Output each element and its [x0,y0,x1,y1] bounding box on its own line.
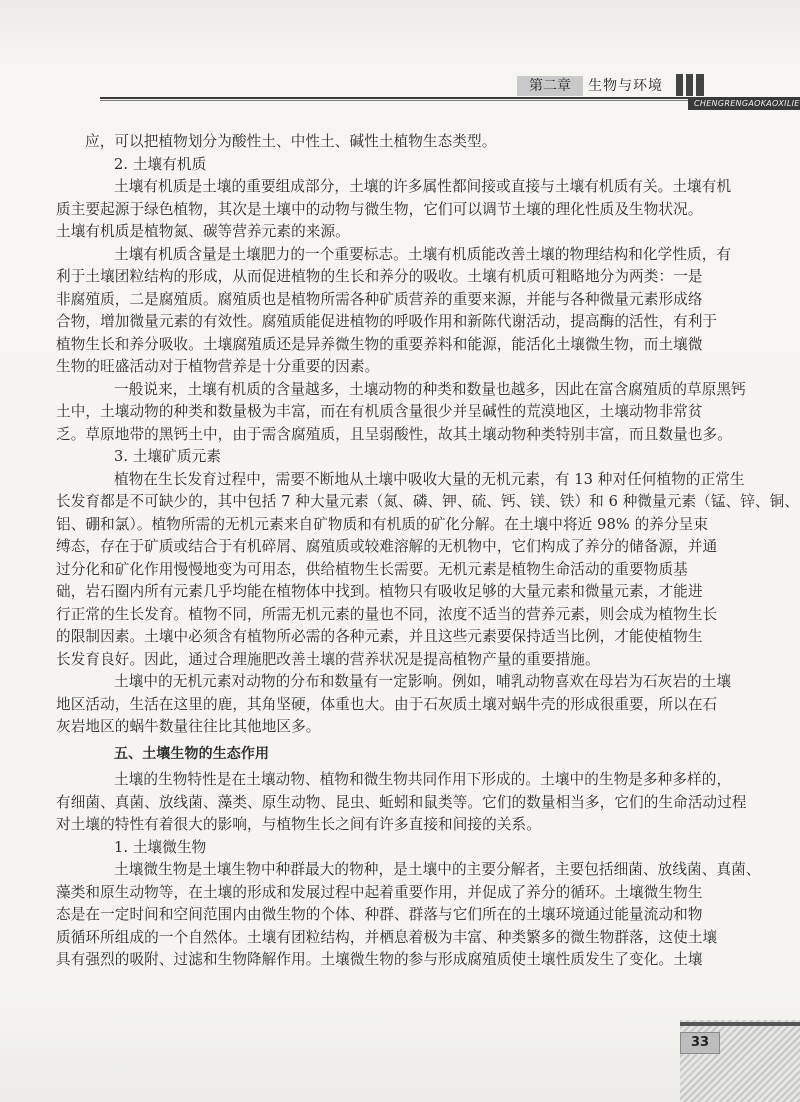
paragraph [56,379,746,447]
paragraph [56,469,800,672]
header-rule [100,97,688,99]
text-line: 3. 土壤矿质元素 [114,448,222,465]
text-line: 土壤有机质含量是土壤肥力的一个重要标志。土壤有机质能改善土壤的物理结构和化学性质，有 [114,245,732,263]
text-line: 生物的旺盛活动对于植物营养是十分重要的因素。 [56,358,380,375]
header-rule-thin [100,100,688,101]
text-line: 土中，土壤动物的种类和数量极为丰富，而在有机质含量很少并呈碱性的荒漠地区，土壤动物非常贫 [56,403,703,420]
text-line: 地区活动，生活在这里的鹿，其角坚硬，体重也大。由于石灰质土壤对蜗牛壳的形成很重要，所以在石 [56,695,718,713]
series-tag: CHENGRENGAOKAOXILIE [688,97,800,110]
text-line: 质循环所组成的一个自然体。土壤有团粒结构，并栖息着极为丰富、种类繁多的微生物群落，这使土壤 [56,928,718,946]
text-line: 土壤的生物特性是在土壤动物、植物和微生物共同作用下形成的。土壤中的生物是多种多样的， [114,771,732,788]
text-line: 础，岩石圈内所有元素几乎均能在植物体中找到。植物只有吸收足够的大量元素和微量元素，才能进 [56,583,703,600]
page-number: 33 [680,1032,720,1054]
paragraph [56,859,761,972]
text-line: 行正常的生长发育。植物不同，所需无机元素的量也不同，浓度不适当的营养元素，则会成为植物生长 [56,605,718,623]
text-line: 缚态，存在于矿质或结合于有机碎屑、腐殖质或较难溶解的无机物中，它们构成了养分的储备源，并通 [56,538,718,555]
text-line: 藻类和原生动物等，在土壤的形成和发展过程中起着重要作用，并促成了养分的循环。土壤微生物生 [56,883,703,901]
paragraph [56,769,747,837]
text-line: 土壤中的无机元素对动物的分布和数量有一定影响。例如，哺乳动物喜欢在母岩为石灰岩的土壤 [114,673,732,690]
section-heading [85,743,713,766]
text-line: 长发育都是不可缺少的，其中包括 7 种大量元素（氮、磷、钾、硫、钙、镁、铁）和 6 种微量元素（锰、锌、铜、 [56,493,800,510]
text-line: 具有强烈的吸附、过滤和生物降解作用。土壤微生物的参与形成腐殖质使土壤性质发生了变化。土壤 [56,951,703,968]
text-line: 应，可以把植物划分为酸性土、中性土、碱性土植物生态类型。 [85,133,497,150]
text-line: 乏。草原地带的黑钙土中，由于需含腐殖质，且呈弱酸性，故其土壤动物种类特别丰富，而且数量也多。 [56,425,732,443]
text-line: 的限制因素。土壤中必须含有植物所必需的各种元素，并且这些元素要保持适当比例，才能使植物生 [56,628,703,645]
chapter-title: 生物与环境 [588,78,663,94]
text-line: 利于土壤团粒结构的形成，从而促进植物的生长和养分的吸收。土壤有机质可粗略地分为两类：一是 [56,268,703,285]
text-line: 对土壤的特性有着很大的影响，与植物生长之间有许多直接和间接的关系。 [56,816,541,833]
section-subheading [85,446,713,469]
text-line: 灰岩地区的蜗牛数量往往比其他地区多。 [56,718,321,735]
text-line: 质主要起源于绿色植物，其次是土壤中的动物与微生物，它们可以调节土壤的理化性质及生物状况。 [56,200,703,218]
paragraph-continued [85,131,713,154]
text-line: 土壤有机质是植物氮、碳等营养元素的来源。 [56,223,350,240]
text-line: 过分化和矿化作用慢慢地变为可用态，供给植物生长需要。无机元素是植物生命活动的重要物质基 [56,560,688,578]
text-line: 土壤有机质是土壤的重要组成部分，土壤的许多属性都间接或直接与土壤有机质有关。土壤有机 [114,178,732,195]
text-line: 2. 土壤有机质 [114,155,207,173]
page-body [56,131,800,972]
text-line: 长发育良好。因此，通过合理施肥改善土壤的营养状况是提高植物产量的重要措施。 [56,650,600,668]
page-number-bar [680,1022,800,1026]
paragraph [56,176,732,244]
text-line: 五、土壤生物的生态作用 [114,745,270,762]
text-line: 合物，增加微量元素的有效性。腐殖质能促进植物的呼吸作用和新陈代谢活动，提高酶的活性，有利于 [56,313,718,330]
text-line: 1. 土壤微生物 [114,838,207,856]
text-line: 一般说来，土壤有机质的含量越多，土壤动物的种类和数量也越多，因此在富含腐殖质的草原黑钙 [114,380,746,398]
text-line: 有细菌、真菌、放线菌、藻类、原生动物、昆虫、蚯蚓和鼠类等。它们的数量相当多，它们的生命活动过程 [56,793,747,811]
paragraph [56,244,732,379]
chapter-label: 第二章 [517,76,583,96]
text-line: 铝、硼和氯）。植物所需的无机元素来自矿物质和有机质的矿化分解。在土壤中将近 98% 的养分呈束 [56,515,709,533]
paragraph [56,671,732,739]
header-decoration-bars [664,74,704,96]
text-line: 植物在生长发育过程中，需要不断地从土壤中吸收大量的无机元素，有 13 种对任何植物的正常生 [114,470,745,488]
section-subheading [85,837,713,860]
text-line: 土壤微生物是土壤生物中种群最大的物种，是土壤中的主要分解者，主要包括细菌、放线菌、真菌、 [114,861,761,878]
text-line: 非腐殖质，二是腐殖质。腐殖质也是植物所需各种矿质营养的重要来源，并能与各种微量元素形成络 [56,290,703,308]
text-line: 态是在一定时间和空间范围内由微生物的个体、种群、群落与它们所在的土壤环境通过能量流动和物 [56,906,703,923]
section-subheading [85,154,713,177]
text-line: 植物生长和养分吸收。土壤腐殖质还是异养微生物的重要养料和能源，能活化土壤微生物，而土壤微 [56,335,703,353]
